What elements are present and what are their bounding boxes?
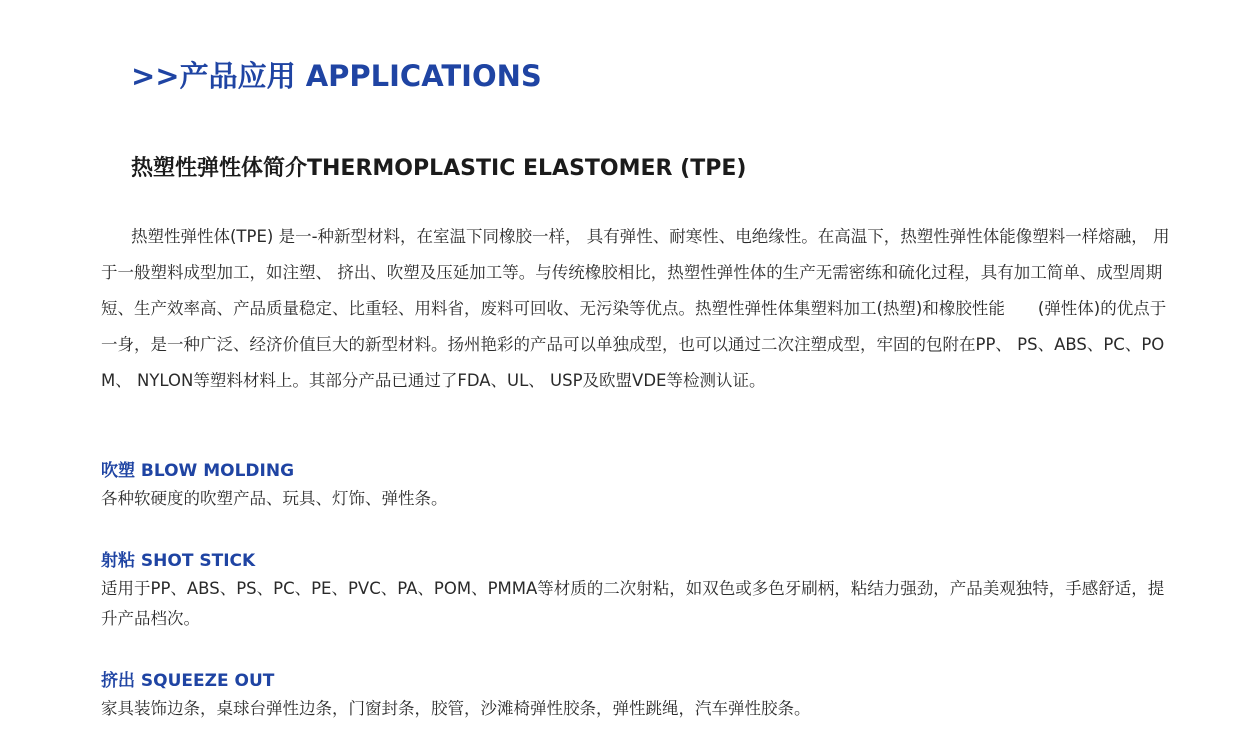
application-description-blow-molding: 各种软硬度的吹塑产品、玩具、灯饰、弹性条。 <box>101 489 448 508</box>
application-title-squeeze-out: 挤出 SQUEEZE OUT <box>101 671 275 691</box>
application-title-shot-stick: 射粘 SHOT STICK <box>101 551 256 571</box>
application-description-shot-stick: 适用于PP、ABS、PS、PC、PE、PVC、PA、POM、PMMA等材质的二次射粘，如双色或多色牙刷柄，粘结力强劲，产品美观独特，手感舒适，提升产品档次。 <box>101 579 1165 628</box>
application-title-blow-molding: 吹塑 BLOW MOLDING <box>101 461 295 481</box>
page-heading: >>产品应用 APPLICATIONS <box>131 59 542 93</box>
application-description-squeeze-out: 家具装饰边条，桌球台弹性边条，门窗封条，胶管，沙滩椅弹性胶条，弹性跳绳，汽车弹性胶条。 <box>101 699 811 718</box>
intro-paragraph: 热塑性弹性体(TPE) 是一-种新型材料，在室温下同橡胶一样， 具有弹性、耐寒性、电绝缘性。在高温下，热塑性弹性体能像塑料一样熔融， 用于一般塑料成型加工，如注塑、 挤出、吹塑及压延加工等。与传统橡胶相比，热塑性弹性体的生产无需密练和硫化过程，具有加工简单、成型周期短、生产效率高、产品质量稳定、比重轻、用料省，废料可回收、无污染等优点。热塑性弹性体集塑料加工(热塑)和橡胶性能 (弹性体)的优点于一身，是一种广泛、经济价值巨大的新型材料。扬州艳彩的产品可以单独成型，也可以通过二次注塑成型，牢固的包附在PP、 PS、ABS、PC、POM、 NYLON等塑料材料上。其部分产品已通过了FDA、UL、 USP及欧盟VDE等检测认证。 <box>101 227 1170 390</box>
section-title: 热塑性弹性体简介THERMOPLASTIC ELASTOMER (TPE) <box>131 156 747 181</box>
